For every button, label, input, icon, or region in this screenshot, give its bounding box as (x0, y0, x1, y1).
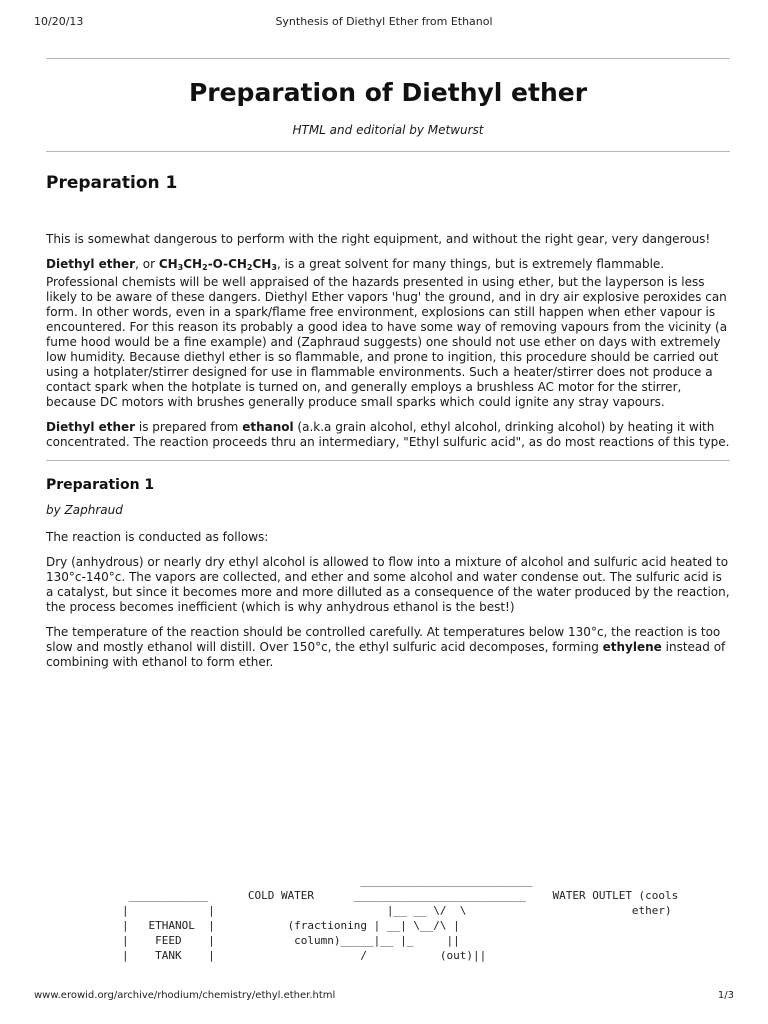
print-date: 10/20/13 (34, 15, 84, 28)
reaction-intro-paragraph: The reaction is conducted as follows: (46, 530, 269, 544)
term-diethyl-ether: Diethyl ether (46, 257, 136, 271)
print-footer (34, 990, 734, 1001)
text-fragment: is prepared from (135, 420, 243, 434)
formula-subscript: 2 (202, 263, 208, 272)
term-diethyl-ether: Diethyl ether (46, 420, 136, 434)
author-line: by Zaphraud (46, 503, 123, 517)
text-fragment: instead of combining with ethanol to form ether. (46, 640, 726, 669)
text-fragment: The temperature of the reaction should be controlled carefully. At temperatures below 130°c, the reaction is too slow and mostly ethanol will distill. Over 150°c, the ethyl sulfuric acid decomposes, forming (46, 625, 721, 654)
top-divider (46, 58, 730, 59)
reaction-description-paragraph: Dry (anhydrous) or nearly dry ethyl alcohol is allowed to flow into a mixture of alcohol and sulfuric acid heated to 130°c-140°c. The vapors are collected, and ether and some alcohol and water condense out. The sulfuric acid is a catalyst, but since it becomes more and more dilluted as a consequence of the water produced by the reaction, the process becomes inefficient (which is why anhydrous ethanol is the best!) (46, 555, 730, 614)
page-number: 1/3 (717, 990, 734, 1001)
formula-part: CH (252, 257, 272, 271)
text-fragment: , is a great solvent for many things, but is extremely flammable. Professional chemists will be well appraised of the hazards presented in using ether, but the layperson is less likely to be aware of these dangers. Diethyl Ether vapors 'hug' the ground, and in dry air explosive peroxides can form. In other words, even in a spark/flame free environment, explosions can still happen when ether vapour is encountered. For this reason its probably a good idea to have some way of removing vapours from the vicinity (a fume hood would be a fine example) and (Zaphraud suggests) one should not use ether on days with extremely low humidity. Because diethyl ether is so flammable, and prone to ingition, this procedure should be carried out using a hotplater/stirrer designed for use in flammable environments. Such a heater/stirrer does not produce a contact spark when the hotplate is turned on, and generally employs a brushless AC motor for the stirrer, because DC motors with brushes generally produce small sparks which could ignite any stray vapours. (46, 257, 728, 409)
formula-part: CH (158, 257, 178, 271)
subsection-heading-preparation-1: Preparation 1 (46, 477, 155, 493)
apparatus-ascii-diagram: __________________________ ____________ COLD WATER __________________________ WATER OUTLET (cools | | |__ __ \/ \ ether) | ETHANOL | (fractioning | __| \__/\ | | FEED | column)_____|__ |_ || | TANK | / (out)|| (122, 874, 679, 962)
term-ethanol: ethanol (242, 420, 294, 434)
document-page (46, 58, 730, 680)
print-url: www.erowid.org/archive/rhodium/chemistry/ethyl.ether.html (34, 990, 336, 1001)
chemical-formula (159, 257, 277, 271)
formula-subscript: 2 (246, 263, 253, 272)
temperature-paragraph (46, 625, 730, 670)
preparation-overview-paragraph (46, 420, 730, 450)
section-divider (46, 460, 730, 461)
formula-part: -O-CH (207, 257, 247, 271)
title-divider (46, 151, 730, 152)
formula-subscript: 3 (271, 263, 277, 272)
text-fragment: , or (135, 257, 159, 271)
formula-part: CH (183, 257, 203, 271)
intro-paragraph: This is somewhat dangerous to perform with the right equipment, and without the right gear, very dangerous! (46, 232, 711, 246)
print-document-title: Synthesis of Diethyl Ether from Ethanol (275, 15, 493, 28)
section-heading-preparation-1: Preparation 1 (46, 173, 178, 193)
byline: HTML and editorial by Metwurst (292, 123, 484, 137)
text-fragment: (a.k.a grain alcohol, ethyl alcohol, drinking alcohol) by heating it with concentrated. The reaction proceeds thru an intermediary, "Ethyl sulfuric acid", as do most reactions of this type. (46, 420, 730, 449)
page-title: Preparation of Diethyl ether (188, 78, 588, 107)
hazards-paragraph (46, 257, 730, 410)
term-ethylene: ethylene (602, 640, 662, 654)
formula-subscript: 3 (177, 263, 184, 272)
